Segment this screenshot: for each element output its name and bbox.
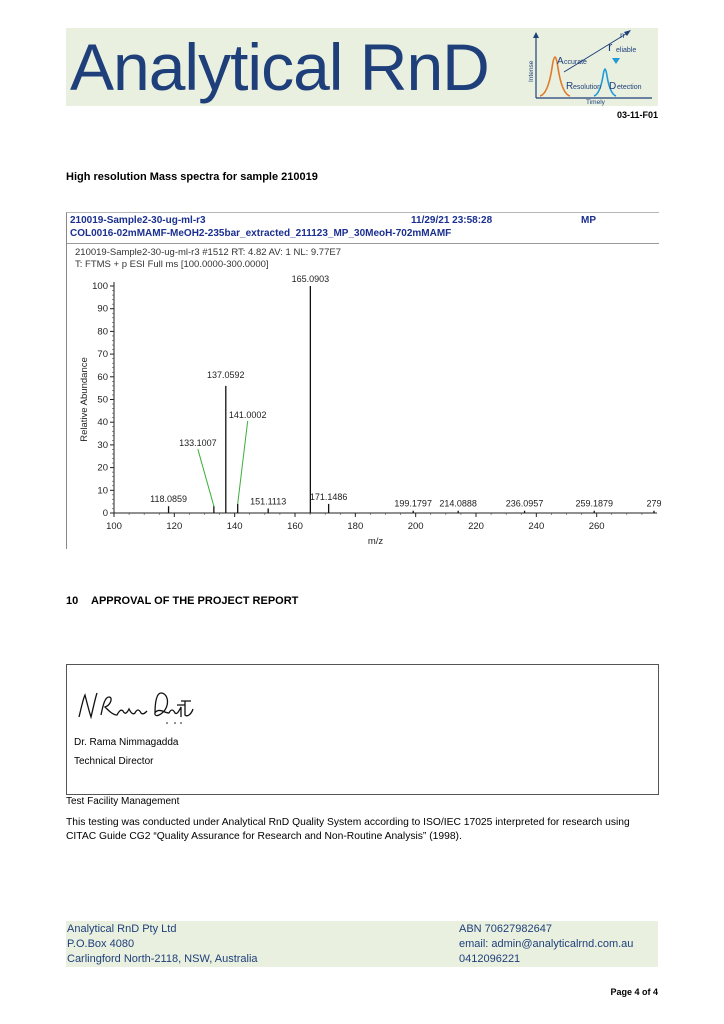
logo-word-n: n <box>620 31 625 40</box>
y-tick-label: 90 <box>97 303 108 315</box>
section-title: High resolution Mass spectra for sample 210019 <box>66 171 318 183</box>
x-tick-label: 240 <box>528 521 545 532</box>
x-axis-label: m/z <box>367 536 384 547</box>
signer-title: Technical Director <box>74 756 154 767</box>
company-logo-text: Analytical RnD <box>70 30 489 104</box>
spectrum-method: COL0016-02mMAMF-MeOH2-235bar_extracted_211123_MP_30MeoH-702mMAMF <box>70 228 452 239</box>
spectrum-scan-info: 210019-Sample2-30-ug-ml-r3 #1512 RT: 4.82 AV: 1 NL: 9.77E7 <box>75 247 341 258</box>
signature-box <box>66 664 659 795</box>
y-tick-label: 50 <box>97 394 108 406</box>
y-tick-label: 20 <box>97 462 108 474</box>
spectrum-timestamp: 11/29/21 23:58:28 <box>411 215 493 226</box>
peak-label: 236.0957 <box>505 498 544 509</box>
approval-section-number: 10 <box>66 595 79 607</box>
peak-label: 141.0002 <box>228 409 267 420</box>
svg-text:D: D <box>609 81 617 92</box>
peak-label: 133.1007 <box>179 438 217 449</box>
header-banner <box>66 28 658 106</box>
y-tick-label: 80 <box>97 326 108 338</box>
approval-heading <box>66 595 298 607</box>
footer-banner <box>66 921 658 967</box>
logo-word-intense: Intense <box>528 60 535 82</box>
spectrum-plot <box>67 213 662 549</box>
footer-po-box: P.O.Box 4080 <box>67 938 135 950</box>
spectrum-scan-filter: T: FTMS + p ESI Full ms [100.0000-300.0000] <box>75 259 269 270</box>
document-code: 03-11-F01 <box>616 110 658 120</box>
footer-email: email: admin@analyticalrnd.com.au <box>459 938 634 950</box>
logo-word-timely: Timely <box>586 99 605 106</box>
svg-text:R: R <box>566 81 574 92</box>
peak-label: 259.1879 <box>575 498 613 509</box>
approval-section-title: APPROVAL OF THE PROJECT REPORT <box>91 595 299 607</box>
peak-label: 214.0888 <box>439 498 477 509</box>
handwritten-signature <box>75 687 205 727</box>
peak-label: 279 <box>646 498 662 509</box>
test-facility-label: Test Facility Management <box>66 796 180 807</box>
x-tick-label: 120 <box>166 521 183 532</box>
quality-statement: This testing was conducted under Analytical RnD Quality System according to ISO/IEC 17025 interpreted for research using CITAC Guide CG2 “Quality Assurance for Research and Non-Routine Analysis” (1998). <box>66 817 630 842</box>
y-tick-label: 0 <box>102 508 108 519</box>
logo-word-accurate: ccurate <box>564 59 587 66</box>
x-tick-label: 220 <box>468 521 484 532</box>
logo-word-reliable: eliable <box>616 47 637 54</box>
y-tick-label: 70 <box>97 349 108 361</box>
peak-label: 171.1486 <box>309 491 348 502</box>
footer-company: Analytical RnD Pty Ltd <box>67 923 177 935</box>
logo-peaks-graphic <box>524 28 658 106</box>
logo-word-detection: etection <box>617 84 642 91</box>
y-tick-label: 60 <box>97 371 108 383</box>
x-tick-label: 100 <box>106 521 122 532</box>
footer-abn: ABN 70627982647 <box>459 923 552 935</box>
spectrum-sample-name: 210019-Sample2-30-ug-ml-r3 <box>70 215 206 226</box>
footer-phone: 0412096221 <box>459 953 521 965</box>
peak-label: 165.0903 <box>291 274 330 284</box>
page-number: Page 4 of 4 <box>610 987 658 997</box>
footer-address-block <box>67 922 258 967</box>
footer-contact-block <box>459 922 633 967</box>
svg-text:A: A <box>557 56 564 67</box>
footer-address: Carlingford North-2118, NSW, Australia <box>67 953 258 965</box>
peak-label: 137.0592 <box>207 369 245 380</box>
peak-label-leader <box>238 421 248 504</box>
signer-name: Dr. Rama Nimmagadda <box>74 737 179 748</box>
x-tick-label: 160 <box>287 521 303 532</box>
peak-label: 151.1113 <box>250 496 287 507</box>
y-tick-label: 10 <box>97 485 108 497</box>
peak-label: 118.0859 <box>150 494 187 505</box>
y-axis-label: Relative Abundance <box>79 357 90 442</box>
y-tick-label: 100 <box>92 281 108 292</box>
mass-spectrum-panel <box>66 212 662 549</box>
x-tick-label: 180 <box>347 521 364 532</box>
y-tick-label: 40 <box>97 417 108 429</box>
x-tick-label: 200 <box>407 521 424 532</box>
logo-word-resolution: esolution <box>573 84 602 91</box>
spectrum-operator: MP <box>581 215 596 226</box>
x-tick-label: 260 <box>588 521 605 532</box>
peak-label-leader <box>198 449 214 506</box>
x-tick-label: 140 <box>226 521 243 532</box>
svg-text:r: r <box>608 39 613 54</box>
y-tick-label: 30 <box>97 439 108 451</box>
peak-label: 199.1797 <box>394 498 432 509</box>
